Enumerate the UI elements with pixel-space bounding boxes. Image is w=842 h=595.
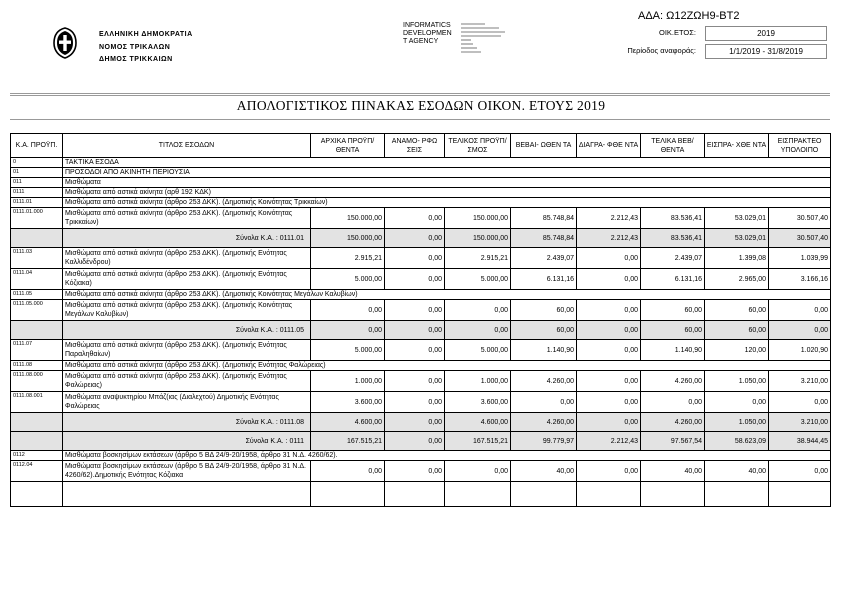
empty-cell [445,482,511,507]
amount-cell: 1.039,99 [769,248,831,269]
empty-cell [11,482,63,507]
amount-cell: 0,00 [705,392,769,413]
subtotal-amount: 0,00 [385,413,445,432]
revenue-title: Μισθώματα βοσκησίμων εκτάσεων (άρθρο 5 ΒΔ 24/9-20/1958, άρθρο 31 Ν.Δ. 4260/62). [63,451,831,461]
amount-cell: 2.439,07 [511,248,577,269]
subtotal-code-cell [11,432,63,451]
info-line-2: DEVELOPMEN [403,30,452,37]
budget-code: 0111.01.000 [11,208,63,229]
amount-cell: 0,00 [385,461,445,482]
subtotal-amount: 0,00 [385,432,445,451]
amount-cell: 1.399,08 [705,248,769,269]
budget-code: 0 [11,158,63,168]
col-header-initial: ΑΡΧΙΚΑ ΠΡΟΫΠ/ΘΕΝΤΑ [311,134,385,158]
subtotal-code-cell [11,229,63,248]
authority-line-1: ΕΛΛΗΝΙΚΗ ΔΗΜΟΚΡΑΤΙΑ [99,31,193,38]
amount-cell: 40,00 [641,461,705,482]
subtotal-row [11,321,831,340]
subtotal-amount: 0,00 [445,321,511,340]
subtotal-amount: 99.779,97 [511,432,577,451]
budget-code: 0111.03 [11,248,63,269]
revenue-title: Μισθώματα αναψυκτηρίου Μπάζ(ιας (Διαλεχτού) Δημοτικής Ενότητας Φαλώρειας [63,392,311,413]
col-header-amendments: ΑΝΑΜΟ- ΡΦΩ ΣΕΙΣ [385,134,445,158]
subtotal-amount: 60,00 [641,321,705,340]
subtotal-amount: 38.944,45 [769,432,831,451]
revenue-title: Μισθώματα από αστικά ακίνητα (άρθρο 253 ΔΚΚ). (Δημοτικής Ενότητας Παραληθαίων) [63,340,311,361]
amount-cell: 5.000,00 [445,269,511,290]
amount-cell: 3.166,16 [769,269,831,290]
subtotal-amount: 4.600,00 [311,413,385,432]
table-heading-row [11,198,831,208]
amount-cell: 60,00 [705,300,769,321]
subtotal-amount: 167.515,21 [445,432,511,451]
subtotal-amount: 60,00 [511,321,577,340]
budget-code: 0111.08.001 [11,392,63,413]
amount-cell: 0,00 [577,300,641,321]
amount-cell: 1.050,00 [705,371,769,392]
amount-cell: 3.600,00 [445,392,511,413]
amount-cell: 0,00 [385,340,445,361]
table-heading-row [11,178,831,188]
amount-cell: 0,00 [445,461,511,482]
subtotal-amount: 150.000,00 [445,229,511,248]
budget-code: 0111 [11,188,63,198]
amount-cell: 30.507,40 [769,208,831,229]
budget-code: 0111.07 [11,340,63,361]
subtotal-amount: 4.600,00 [445,413,511,432]
revenue-title: ΠΡΟΣΟΔΟΙ ΑΠΟ ΑΚΙΝΗΤΗ ΠΕΡΙΟΥΣΙΑ [63,168,831,178]
revenue-title: Μισθώματα από αστικά ακίνητα (άρθρο 253 ΔΚΚ). (Δημοτικής Κοινότητας Μεγάλων Καλυβίων) [63,300,311,321]
amount-cell: 120,00 [705,340,769,361]
amount-cell: 0,00 [385,300,445,321]
subtotal-row [11,229,831,248]
amount-cell: 53.029,01 [705,208,769,229]
amount-cell: 2.915,21 [311,248,385,269]
budget-code: 0112.04 [11,461,63,482]
table-row [11,269,831,290]
signature-stamp [461,22,521,54]
amount-cell: 0,00 [769,392,831,413]
table-row [11,248,831,269]
table-heading-row [11,188,831,198]
info-line-1: INFORMATICS [403,22,451,29]
amount-cell: 2.915,21 [445,248,511,269]
subtotal-row [11,432,831,451]
budget-code: 0112 [11,451,63,461]
revenue-title: Μισθώματα βοσκησίμων εκτάσεων (άρθρο 5 ΒΔ 24/9-20/1958, άρθρο 31 Ν.Δ. 4260/62).Δημοτικής Ενότητας Κόζιακα [63,461,311,482]
table-heading-row [11,451,831,461]
amount-cell: 0,00 [641,392,705,413]
col-header-final-budget: ΤΕΛΙΚΟΣ ΠΡΟΫΠ/ΣΜΟΣ [445,134,511,158]
amount-cell: 5.000,00 [445,340,511,361]
budget-code: 0111.05 [11,290,63,300]
empty-cell [769,482,831,507]
subtotal-amount: 4.260,00 [641,413,705,432]
amount-cell: 40,00 [511,461,577,482]
revenue-title: Μισθώματα από αστικά ακίνητα (άρθρο 253 ΔΚΚ). (Δημοτικής Κοινότητας Τρικκαίων) [63,198,831,208]
amount-cell: 0,00 [311,461,385,482]
amount-cell: 0,00 [385,392,445,413]
amount-cell: 1.000,00 [311,371,385,392]
subtotal-amount: 0,00 [577,321,641,340]
revenue-title: Μισθώματα από αστικά ακίνητα (άρθρο 253 ΔΚΚ). (Δημοτικής Ενότητας Φαλώρειας) [63,361,831,371]
table-row [11,392,831,413]
amount-cell: 1.020,90 [769,340,831,361]
budget-code: 0111.01 [11,198,63,208]
revenue-title: Μισθώματα από αστικά ακίνητα (άρθρο 253 ΔΚΚ). (Δημοτικής Κοινότητας Τρικκαίων) [63,208,311,229]
period-label: Περίοδος αναφοράς: [627,46,696,55]
amount-cell: 0,00 [577,461,641,482]
amount-cell: 1.140,90 [641,340,705,361]
amount-cell: 0,00 [769,300,831,321]
subtotal-amount: 60,00 [705,321,769,340]
amount-cell: 2.965,00 [705,269,769,290]
empty-row [11,482,831,507]
revenue-title: Μισθώματα από αστικά ακίνητα (άρθρο 253 ΔΚΚ). (Δημοτικής Ενότητας Φαλώρειας) [63,371,311,392]
amount-cell: 40,00 [705,461,769,482]
amount-cell: 4.260,00 [641,371,705,392]
subtotal-row [11,413,831,432]
subtotal-amount: 0,00 [769,321,831,340]
revenue-title: Μισθώματα από αστικά ακίνητα (άρθρο 253 ΔΚΚ). (Δημοτικής Ενότητας Καλλιδένδρου) [63,248,311,269]
table-row [11,300,831,321]
col-header-collected: ΕΙΣΠΡΑ- ΧΘΕ ΝΤΑ [705,134,769,158]
amount-cell: 0,00 [577,340,641,361]
table-row [11,208,831,229]
subtotal-amount: 97.567,54 [641,432,705,451]
revenue-title: Μισθώματα από αστικά ακίνητα (αρθ 192 ΚΔΚ) [63,188,831,198]
subtotal-amount: 83.536,41 [641,229,705,248]
empty-cell [511,482,577,507]
budget-code: 01 [11,168,63,178]
amount-cell: 0,00 [385,208,445,229]
subtotal-amount: 0,00 [577,413,641,432]
amount-cell: 5.000,00 [311,269,385,290]
period-box: 1/1/2019 - 31/8/2019 [705,44,827,59]
subtotal-code-cell [11,413,63,432]
ada-code: ΑΔΑ: Ω12ΖΩΗ9-ΒΤ2 [638,10,740,22]
divider-top [10,93,830,94]
subtotal-amount: 0,00 [385,321,445,340]
amount-cell: 0,00 [445,300,511,321]
subtotal-amount: 1.050,00 [705,413,769,432]
empty-cell [641,482,705,507]
amount-cell: 83.536,41 [641,208,705,229]
amount-cell: 60,00 [511,300,577,321]
table-row [11,340,831,361]
subtotal-amount: 85.748,84 [511,229,577,248]
subtotal-code-cell [11,321,63,340]
subtotal-label: Σύνολα Κ.Α. : 0111.05 [63,321,311,340]
amount-cell: 85.748,84 [511,208,577,229]
revenue-title: ΤΑΚΤΙΚΑ ΕΣΟΔΑ [63,158,831,168]
info-line-3: T AGENCY [403,38,439,45]
budget-code: 0111.08.000 [11,371,63,392]
amount-cell: 3.210,00 [769,371,831,392]
table-header-row [11,134,831,158]
subtotal-amount: 58.623,09 [705,432,769,451]
subtotal-amount: 150.000,00 [311,229,385,248]
amount-cell: 1.140,90 [511,340,577,361]
amount-cell: 2.439,07 [641,248,705,269]
budget-code: 0111.04 [11,269,63,290]
subtotal-amount: 3.210,00 [769,413,831,432]
amount-cell: 0,00 [577,269,641,290]
table-row [11,461,831,482]
divider-top-2 [10,95,830,96]
amount-cell: 0,00 [577,248,641,269]
budget-code: 011 [11,178,63,188]
authority-line-3: ΔΗΜΟΣ ΤΡΙΚΚΑΙΩΝ [99,56,173,63]
subtotal-amount: 0,00 [311,321,385,340]
amount-cell: 0,00 [577,371,641,392]
col-header-deleted: ΔΙΑΓΡΑ- ΦΘΕ ΝΤΑ [577,134,641,158]
budget-code: 0111.05.000 [11,300,63,321]
amount-cell: 0,00 [511,392,577,413]
amount-cell: 1.000,00 [445,371,511,392]
greek-emblem-icon [52,27,78,59]
revenue-title: Μισθώματα από αστικά ακίνητα (άρθρο 253 ΔΚΚ). (Δημοτικής Ενότητας Κόζιακα) [63,269,311,290]
empty-cell [577,482,641,507]
amount-cell: 0,00 [311,300,385,321]
empty-cell [63,482,311,507]
amount-cell: 6.131,16 [641,269,705,290]
table-heading-row [11,168,831,178]
amount-cell: 3.600,00 [311,392,385,413]
fiscal-year-label: ΟΙΚ.ΕΤΟΣ: [658,28,696,37]
amount-cell: 150.000,00 [445,208,511,229]
amount-cell: 0,00 [769,461,831,482]
amount-cell: 0,00 [385,269,445,290]
amount-cell: 5.000,00 [311,340,385,361]
revenue-title: Μισθώματα [63,178,831,188]
subtotal-amount: 2.212,43 [577,432,641,451]
subtotal-amount: 2.212,43 [577,229,641,248]
amount-cell: 150.000,00 [311,208,385,229]
table-row [11,371,831,392]
col-header-certified: ΒΕΒΑΙ- ΩΘΕΝ ΤΑ [511,134,577,158]
table-heading-row [11,361,831,371]
amount-cell: 0,00 [577,392,641,413]
report-title: ΑΠΟΛΟΓΙΣΤΙΚΟΣ ΠΙΝΑΚΑΣ ΕΣΟΔΩΝ ΟΙΚΟΝ. ΕΤΟΥΣ 2019 [236,98,606,113]
subtotal-amount: 0,00 [385,229,445,248]
table-heading-row [11,290,831,300]
amount-cell: 0,00 [385,248,445,269]
subtotal-amount: 4.260,00 [511,413,577,432]
budget-code: 0111.08 [11,361,63,371]
subtotal-label: Σύνολα Κ.Α. : 0111 [63,432,311,451]
subtotal-amount: 53.029,01 [705,229,769,248]
revenue-table [10,133,831,507]
subtotal-amount: 30.507,40 [769,229,831,248]
authority-line-2: ΝΟΜΟΣ ΤΡΙΚΑΛΩΝ [99,44,171,51]
subtotal-label: Σύνολα Κ.Α. : 0111.01 [63,229,311,248]
empty-cell [385,482,445,507]
col-header-receivable: ΕΙΣΠΡΑΚΤΕΟ ΥΠΟΛΟΙΠΟ [769,134,831,158]
amount-cell: 6.131,16 [511,269,577,290]
amount-cell: 2.212,43 [577,208,641,229]
empty-cell [705,482,769,507]
subtotal-label: Σύνολα Κ.Α. : 0111.08 [63,413,311,432]
amount-cell: 60,00 [641,300,705,321]
subtotal-amount: 167.515,21 [311,432,385,451]
amount-cell: 4.260,00 [511,371,577,392]
col-header-final-certified: ΤΕΛΙΚΑ ΒΕΒ/ΘΕΝΤΑ [641,134,705,158]
revenue-title: Μισθώματα από αστικά ακίνητα (άρθρο 253 ΔΚΚ). (Δημοτικής Κοινότητας Μεγάλων Καλυβίων) [63,290,831,300]
divider-bottom [10,119,830,120]
col-header-title: ΤΙΤΛΟΣ ΕΣΟΔΩΝ [63,134,311,158]
empty-cell [311,482,385,507]
fiscal-year-box: 2019 [705,26,827,41]
table-heading-row [11,158,831,168]
col-header-code: Κ.Α. ΠΡΟΫΠ. [11,134,63,158]
amount-cell: 0,00 [385,371,445,392]
